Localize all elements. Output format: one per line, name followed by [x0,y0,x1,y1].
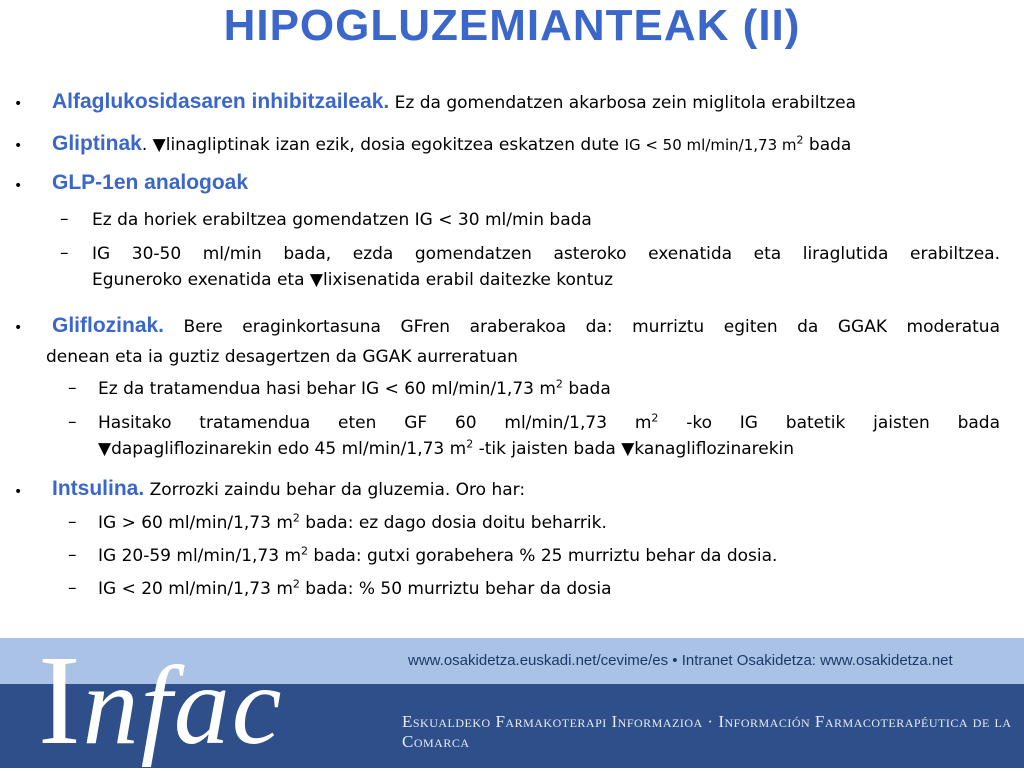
sub-item [98,378,611,400]
item-text: Bere eraginkortasuna GFren araberakoa da: murriztu egiten da GGAK moderatua [164,317,1000,337]
sub-item-text: Ez da tratamendua hasi behar IG < 60 ml/min/1,73 m [98,379,556,399]
dash: – [68,378,77,398]
bullet: • [14,96,23,112]
superscript: 2 [651,411,659,425]
item-heading: Gliptinak [52,132,142,155]
item-text: Zorrozki zaindu behar da gluzemia. Oro har: [144,480,526,500]
sub-item [98,512,607,534]
item-glp1 [52,172,248,195]
superscript: 2 [292,511,300,525]
dash: – [68,545,77,565]
item-text-continued: denean eta ia guztiz desagertzen da GGAK aurreratuan [46,347,518,367]
sub-item [98,578,612,600]
item-alfaglukosidasa [52,91,856,114]
item-heading: Intsulina. [52,477,145,500]
superscript: 2 [796,133,804,147]
dash: – [68,578,77,598]
item-gliflozinak [52,315,1000,338]
sub-item-text: IG < 20 ml/min/1,73 m [98,579,293,599]
bullet: • [14,178,23,194]
sub-item-continued: Eguneroko exenatida eta ▼lixisenatida erabil daitezke kontuz [92,270,614,290]
sub-item-text: bada [562,379,611,399]
dash: – [60,209,69,229]
superscript: 2 [466,437,474,451]
item-text: bada [803,135,852,155]
sub-item-text: Hasitako tratamendua eten GF 60 ml/min/1,73 m [98,413,652,433]
footer-tagline: Eskualdeko Farmakoterapi Informazioa · Información Farmacoterapéutica de la Comarca [402,712,1012,751]
item-text: . ▼linagliptinak izan ezik, dosia egokitzea eskatzen dute [141,135,625,155]
item-gliptinak [52,133,851,156]
sub-item-text: IG 20-59 ml/min/1,73 m [98,546,302,566]
item-heading: Alfaglukosidasaren inhibitzaileak. [52,90,390,113]
sub-item-text: ▼dapagliflozinarekin edo 45 ml/min/1,73 m [98,439,467,459]
sub-item-continued [98,438,794,460]
sub-item-text: -ko IG batetik jaisten bada [658,413,1000,433]
item-heading: GLP-1en analogoak [52,171,249,194]
item-intsulina [52,478,525,501]
bullet: • [14,320,23,336]
sub-item-text: bada: % 50 murriztu behar da dosia [299,579,612,599]
slide-title: HIPOGLUZEMIANTEAK (II) [223,1,801,50]
item-text: IG < 50 ml/min/1,73 m [624,136,797,154]
sub-item [98,412,1000,434]
sub-item-text: bada: gutxi gorabehera % 25 murriztu behar da dosia. [308,546,778,566]
dash: – [68,512,77,532]
sub-item-text: -tik jaisten bada ▼kanagliflozinarekin [473,439,795,459]
bullet: • [14,484,23,500]
sub-item [98,545,777,567]
superscript: 2 [292,577,300,591]
superscript: 2 [301,544,309,558]
bullet: • [14,138,23,154]
superscript: 2 [555,377,563,391]
item-text: Ez da gomendatzen akarbosa zein miglitola erabiltzea [389,93,856,113]
dash: – [60,243,69,263]
sub-item-text: bada: ez dago dosia doitu beharrik. [299,513,607,533]
item-heading: Gliflozinak. [52,314,165,337]
sub-item-text: IG > 60 ml/min/1,73 m [98,513,293,533]
footer-url: www.osakidetza.euskadi.net/cevime/es • Intranet Osakidetza: www.osakidetza.net [408,652,953,669]
sub-item: Ez da horiek erabiltzea gomendatzen IG < 30 ml/min bada [92,210,592,230]
dash: – [68,412,77,432]
sub-item: IG 30-50 ml/min bada, ezda gomendatzen asteroko exenatida eta liraglutida erabiltzea. [92,244,1000,264]
infac-logo: Infac [38,629,284,771]
